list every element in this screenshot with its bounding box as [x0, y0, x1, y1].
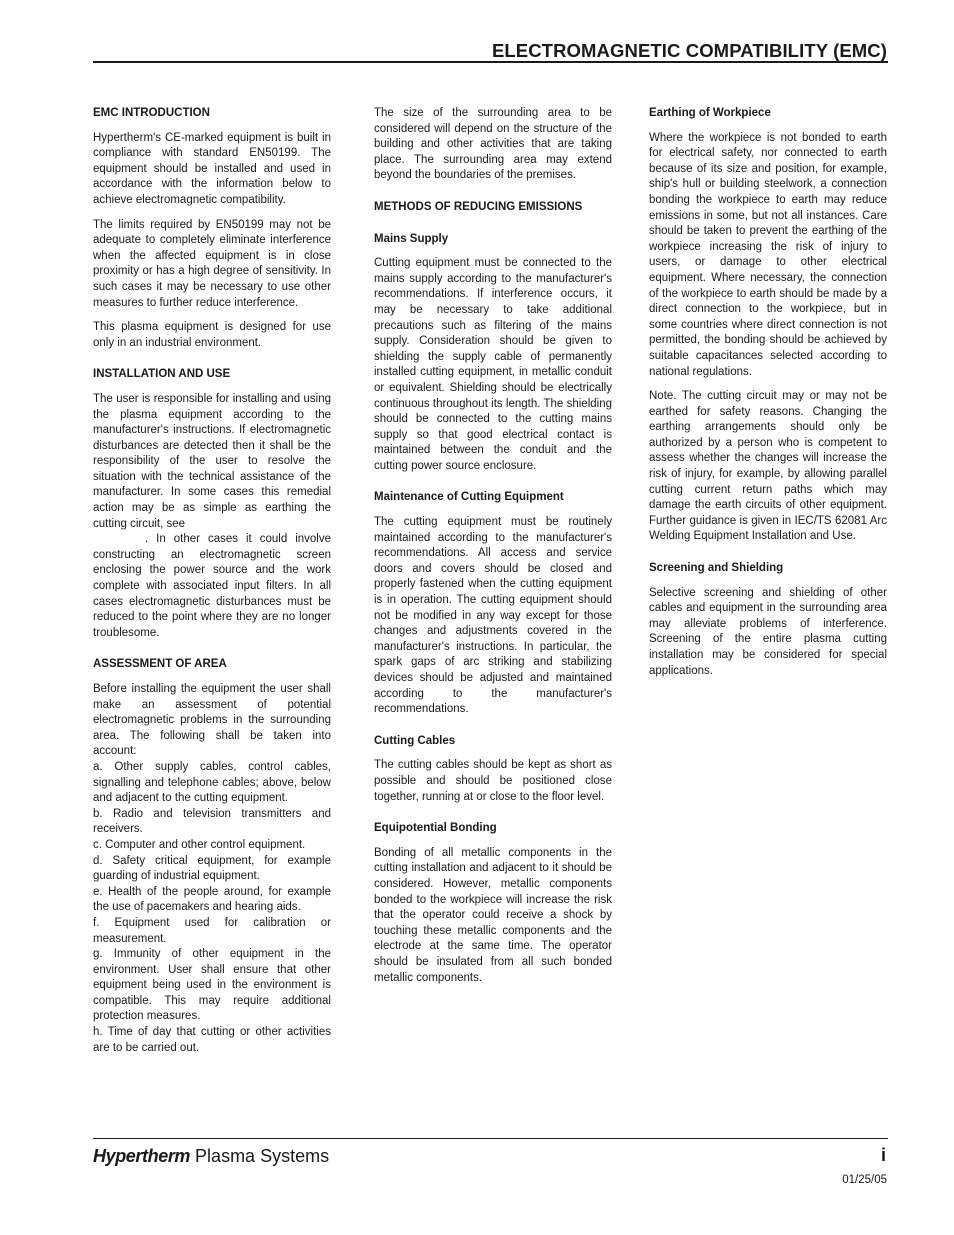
paragraph: Note. The cutting circuit may or may not be earthed for safety reasons. Changing the earthing arrangements should only be authorized by a person who is competent to assess whether the changes will increase the risk of injury, for example, by allowing parallel cutting current return paths which may damage the earth circuits of other equipment. Further guidance is given in IEC/TS 62081 Arc Welding Equipment Installation and Use. — [649, 390, 887, 543]
subsection-heading: Earthing of Workpiece — [649, 107, 771, 119]
column-1 — [93, 106, 331, 1056]
paragraph: Hypertherm's CE-marked equipment is built in compliance with standard EN50199. The equipment should be installed and used in accordance with the information below to achieve electromagnetic compatibility. — [93, 131, 331, 206]
paragraph: The limits required by EN50199 may not be adequate to completely eliminate interference when the affected equipment is in close proximity or has a high degree of sensitivity. In such cases it may be necessary to use other measures to further reduce interference. — [93, 218, 331, 309]
subsection-heading: Cutting Cables — [374, 734, 456, 747]
paragraph: The cutting equipment must be routinely maintained according to the manufacturer's recommendations. All access and service doors and covers should be closed and properly fastened when the cutting equipment is in operation. The cutting equipment should not be modified in any way except for those changes and adjustments covered in the manufacturer's instructions. In particular, the spark gaps of arc striking and stabilizing devices should be adjusted and maintained according to the manufacturer's recommendations. — [374, 516, 612, 716]
list-item: h. Time of day that cutting or other activities are to be carried out. — [93, 1026, 331, 1054]
paragraph-text: The user is responsible for installing and using the plasma equipment according to the manufacturer's instructions. If electromagnetic disturbances are detected then it shall be the responsibility of the user to resolve the situation with the technical assistance of the manufacturer. In some cases this remedial action may be as simple as earthing the cutting circuit, see — [93, 392, 331, 530]
subsection-heading: Mains Supply — [374, 232, 449, 245]
assessment-list — [93, 682, 331, 1056]
brand-logo — [93, 1146, 329, 1167]
list-item: b. Radio and television transmitters and receivers. — [93, 807, 331, 836]
list-intro: Before installing the equipment the user shall make an assessment of potential electromagnetic problems in the surrounding area. The following shall be taken into account: — [93, 683, 331, 758]
header-rule — [93, 61, 888, 63]
page-title: ELECTROMAGNETIC COMPATIBILITY (EMC) — [491, 40, 887, 61]
subsection-heading: Screening and Shielding — [649, 562, 784, 575]
brand-name: Hypertherm — [93, 1146, 191, 1166]
paragraph: Where the workpiece is not bonded to earth for electrical safety, nor connected to earth because of its size and position, for example, ship's hull or building steelwork, a connection bonding the workpiece to earth may reduce emissions in some, but not all instances. Care should be taken to prevent the earthing of the workpiece increasing the risk of injury to users, or damage to other electrical equipment. Where necessary, the connection of the workpiece to earth should be made by a direct connection to the workpiece, but in some countries where direct connection is not permitted, the bonding should be achieved by suitable capacitances selected according to national regulations. — [649, 131, 887, 378]
revision-date: 01/25/05 — [842, 1174, 887, 1186]
column-2 — [374, 106, 612, 995]
paragraph: Bonding of all metallic components in the cutting installation and adjacent to it should be considered. However, metallic components bonded to the workpiece will increase the risk that the operator could receive a shock by touching these metallic components and the electrode at the same time. The operator should be insulated from all such bonded metallic components. — [374, 846, 612, 984]
list-item: e. Health of the people around, for example the use of pacemakers and hearing aids. — [93, 885, 331, 914]
brand-suffix: Plasma Systems — [195, 1146, 330, 1166]
paragraph: The size of the surrounding area to be considered will depend on the structure of the building and other activities that are taking place. The surrounding area may extend beyond the boundaries of the premises. — [374, 107, 612, 182]
section-heading: METHODS OF REDUCING EMISSIONS — [374, 200, 583, 213]
list-item: c. Computer and other control equipment. — [93, 838, 306, 851]
list-item: a. Other supply cables, control cables, signalling and telephone cables; above, below and adjacent to the cutting equipment. — [93, 760, 331, 805]
paragraph-text: . In other cases it could involve constructing an electromagnetic screen enclosing the power source and the work complete with associated input filters. In all cases electromagnetic disturbances must be reduced to the point where they are no longer troublesome. — [93, 533, 331, 639]
section-heading: EMC INTRODUCTION — [93, 107, 210, 119]
section-heading: INSTALLATION AND USE — [93, 368, 231, 381]
list-item: d. Safety critical equipment, for example guarding of industrial equipment. — [93, 854, 331, 883]
section-heading: ASSESSMENT OF AREA — [93, 658, 227, 671]
paragraph: The cutting cables should be kept as short as possible and should be positioned close together, running at or close to the floor level. — [374, 759, 612, 803]
paragraph: Cutting equipment must be connected to the mains supply according to the manufacturer's recommendations. If interference occurs, it may be necessary to take additional precautions such as filtering of the mains supply. Consideration should be given to shielding the supply cable of permanently installed cutting equipment, in metallic conduit or equivalent. Shielding should be electrically continuous throughout its length. The shielding should be connected to the cutting mains supply so that good electrical contact is maintained between the conduit and the cutting power source enclosure. — [374, 257, 612, 472]
column-3 — [649, 106, 887, 688]
footer-rule — [93, 1138, 888, 1139]
paragraph: This plasma equipment is designed for use only in an industrial environment. — [93, 321, 331, 349]
page-number: i — [880, 1145, 886, 1165]
subsection-heading: Equipotential Bonding — [374, 822, 497, 835]
subsection-heading: Maintenance of Cutting Equipment — [374, 491, 564, 504]
list-item: f. Equipment used for calibration or measurement. — [93, 916, 331, 945]
paragraph — [93, 392, 331, 642]
list-item: g. Immunity of other equipment in the environment. User shall ensure that other equipment being used in the environment is compatible. This may require additional protection measures. — [93, 948, 331, 1023]
paragraph: Selective screening and shielding of other cables and equipment in the surrounding area may alleviate problems of interference. Screening of the entire plasma cutting installation may be considered for special applications. — [649, 586, 887, 677]
